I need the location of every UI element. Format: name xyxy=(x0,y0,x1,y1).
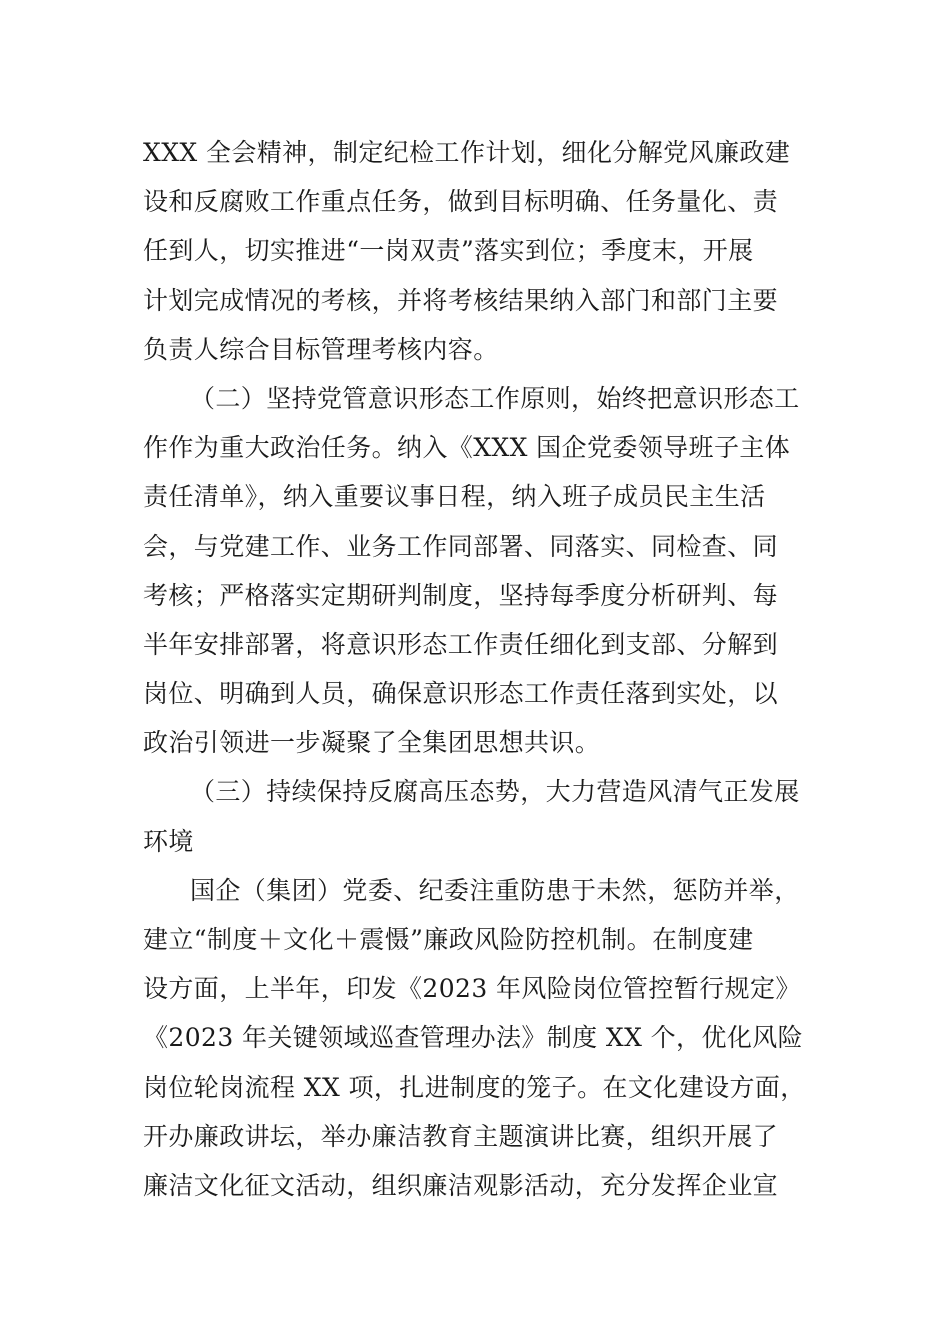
text-line: 建立“制度＋文化＋震慑”廉政风险防控机制。在制度建 xyxy=(143,925,754,954)
section-heading-2: （二）坚持党管意识形态工作原则，始终把意识形态工 xyxy=(190,383,800,413)
text-line: 《2023 年关键领域巡查管理办法》制度 XX 个，优化风险 xyxy=(143,1023,804,1053)
text-line: 半年安排部署，将意识形态工作责任细化到支部、分解到 xyxy=(143,629,779,659)
section-heading-3: （三）持续保持反腐高压态势，大力营造风清气正发展 xyxy=(190,777,800,807)
paragraph-start: 国企（集团）党委、纪委注重防患于未然，惩防并举， xyxy=(190,875,800,905)
section-heading-3-cont: 环境 xyxy=(143,826,194,856)
body-text xyxy=(143,128,809,1210)
text-line: 岗位轮岗流程 XX 项，扎进制度的笼子。在文化建设方面， xyxy=(143,1072,806,1102)
text-line: 负责人综合目标管理考核内容。 xyxy=(143,334,499,364)
text-line: 考核；严格落实定期研判制度，坚持每季度分析研判、每 xyxy=(143,580,779,610)
text-line: 计划完成情况的考核，并将考核结果纳入部门和部门主要 xyxy=(143,285,779,315)
text-line: 会，与党建工作、业务工作同部署、同落实、同检查、同 xyxy=(143,531,779,561)
text-line: 设和反腐败工作重点任务，做到目标明确、任务量化、责 xyxy=(143,187,779,217)
text-line: 设方面，上半年，印发《2023 年风险岗位管控暂行规定》 xyxy=(143,974,801,1004)
text-line: 岗位、明确到人员，确保意识形态工作责任落到实处，以 xyxy=(143,679,779,709)
text-line: 责任清单》，纳入重要议事日程，纳入班子成员民主生活 xyxy=(143,482,766,512)
text-line: 廉洁文化征文活动，组织廉洁观影活动，充分发挥企业宣 xyxy=(143,1170,779,1200)
text-line: 政治引领进一步凝聚了全集团思想共识。 xyxy=(143,728,601,758)
text-line: XXX 全会精神，制定纪检工作计划，细化分解党风廉政建 xyxy=(143,138,791,167)
text-line: 开办廉政讲坛，举办廉洁教育主题演讲比赛，组织开展了 xyxy=(143,1121,779,1151)
text-line: 作作为重大政治任务。纳入《XXX 国企党委领导班子主体 xyxy=(143,433,791,463)
text-line: 任到人，切实推进“一岗双责”落实到位；季度末，开展 xyxy=(143,236,754,266)
